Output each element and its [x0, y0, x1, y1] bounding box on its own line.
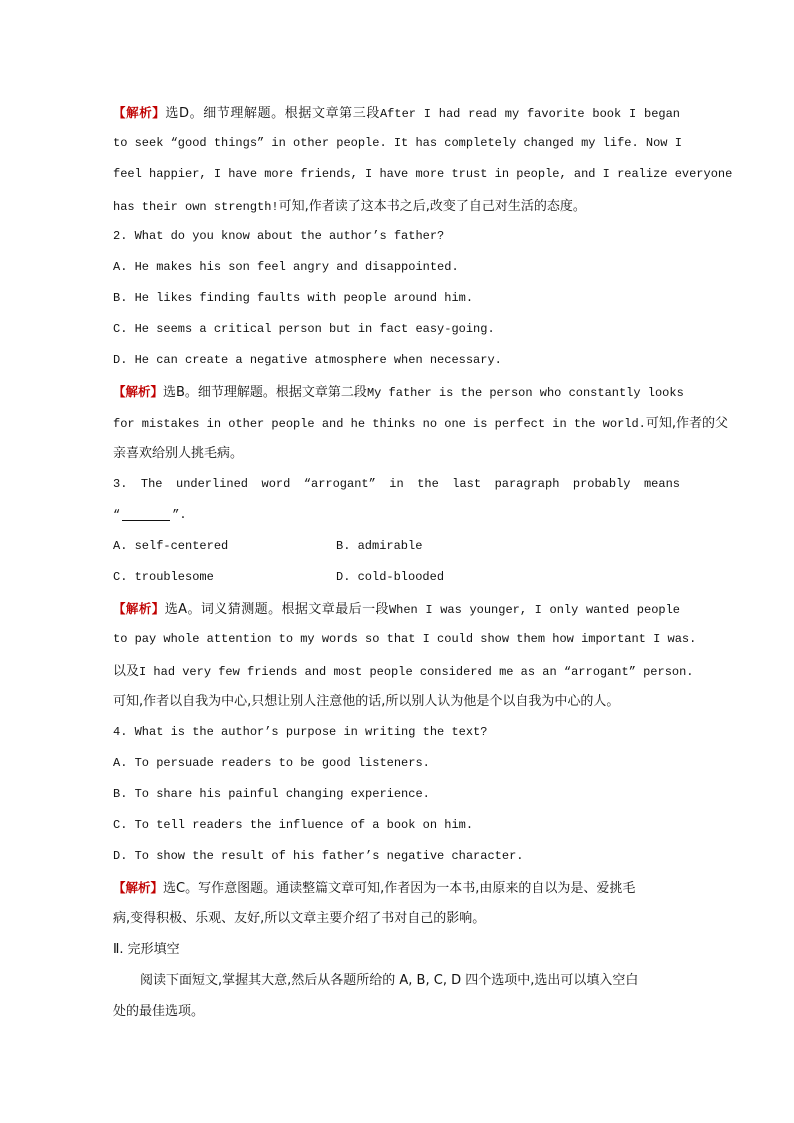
section-instruction-line-2: 处的最佳选项。 [113, 1004, 205, 1019]
q3-option-c: C. troublesome [113, 570, 214, 584]
q4-stem: 4. What is the author’s purpose in writing the text? [113, 725, 488, 739]
document-page [113, 97, 733, 1027]
q2-option-a: A. He makes his son feel angry and disappointed. [113, 260, 459, 274]
q3-analysis-line-1: 【解析】选A。词义猜测题。根据文章最后一段When I was younger, I only wanted people [113, 601, 680, 617]
analysis-tag: 【解析】 [113, 880, 164, 895]
q2-analysis-line-2: for mistakes in other people and he thinks no one is perfect in the world.可知,作者的父 [113, 416, 729, 431]
q3-options-row-1 [113, 531, 680, 562]
q3-option-b: B. admirable [336, 539, 423, 553]
q2-analysis-line-1: 【解析】选B。细节理解题。根据文章第二段My father is the person who constantly looks [113, 384, 684, 400]
section-instruction-line-1: 阅读下面短文,掌握其大意,然后从各题所给的 A, B, C, D 四个选项中,选出可以填入空白 [140, 973, 639, 988]
section-title: Ⅱ. 完形填空 [113, 942, 180, 957]
q1-analysis-line-4: has their own strength!可知,作者读了这本书之后,改变了自己对生活的态度。 [113, 199, 586, 214]
answer-blank [122, 506, 170, 521]
analysis-tag: 【解析】 [113, 601, 165, 616]
q3-options-row-2 [113, 562, 680, 593]
q2-option-b: B. He likes finding faults with people around him. [113, 291, 474, 305]
q1-analysis-line-2: to seek “good things” in other people. It has completely changed my life. Now I [113, 136, 682, 150]
q4-option-c: C. To tell readers the influence of a book on him. [113, 818, 474, 832]
q3-option-d: D. cold-blooded [336, 570, 445, 584]
q4-analysis-line-1: 【解析】选C。写作意图题。通读整篇文章可知,作者因为一本书,由原来的自以为是、爱挑毛 [113, 880, 636, 896]
q3-analysis-line-3: 以及I had very few friends and most people considered me as an “arrogant” person. [113, 664, 694, 679]
q2-stem: 2. What do you know about the author’s father? [113, 229, 445, 243]
q3-analysis-line-4: 可知,作者以自我为中心,只想让别人注意他的话,所以别人认为他是个以自我为中心的人。 [113, 694, 620, 709]
analysis-tag: 【解析】 [113, 105, 166, 120]
q1-analysis-line-1: 【解析】选D。细节理解题。根据文章第三段After I had read my favorite book I began [113, 105, 680, 121]
q3-option-a: A. self-centered [113, 539, 229, 553]
q2-option-c: C. He seems a critical person but in fact easy-going. [113, 322, 495, 336]
q2-analysis-line-3: 亲喜欢给别人挑毛病。 [113, 446, 244, 461]
q3-analysis-line-2: to pay whole attention to my words so that I could show them how important I was. [113, 632, 697, 646]
q1-analysis-line-3: feel happier, I have more friends, I have more trust in people, and I realize everyone [113, 167, 733, 181]
q3-stem: 3. The underlined word “arrogant” in the last paragraph probably means [113, 477, 680, 491]
q4-analysis-line-2: 病,变得积极、乐观、友好,所以文章主要介绍了书对自己的影响。 [113, 911, 486, 926]
q4-option-a: A. To persuade readers to be good listeners. [113, 756, 430, 770]
q2-option-d: D. He can create a negative atmosphere when necessary. [113, 353, 502, 367]
q4-option-b: B. To share his painful changing experience. [113, 787, 430, 801]
q3-blank-line: “ ”. [113, 508, 187, 522]
q4-option-d: D. To show the result of his father’s negative character. [113, 849, 524, 863]
analysis-tag: 【解析】 [113, 384, 164, 399]
